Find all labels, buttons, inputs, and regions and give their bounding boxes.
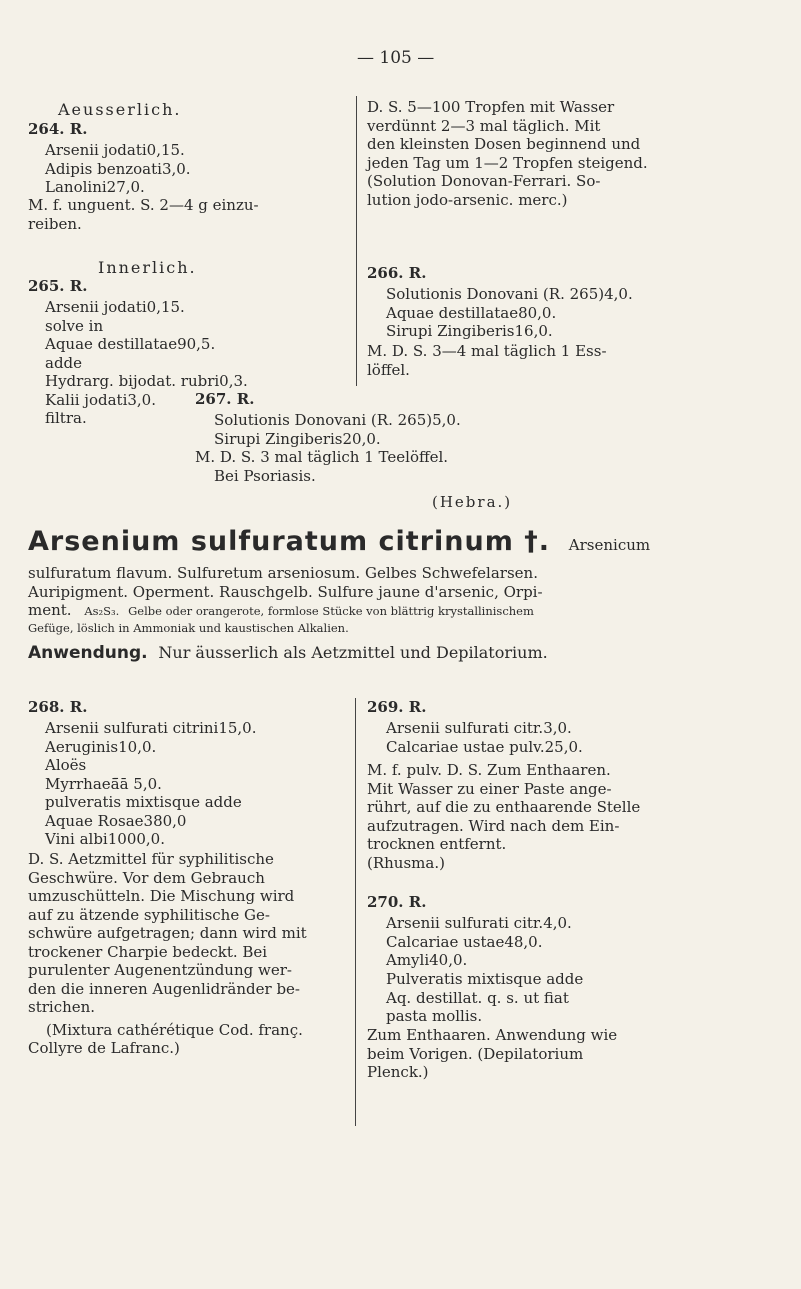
anwendung-label: Anwendung. bbox=[28, 643, 148, 663]
text-line: M. D. S. 3—4 mal täglich 1 Ess- bbox=[367, 342, 607, 360]
instruction-270-b bbox=[367, 1026, 617, 1082]
anwendung-text: Nur äusserlich als Aetzmittel und Depilatorium. bbox=[158, 643, 548, 662]
formula: As₂S₃. bbox=[84, 604, 120, 618]
ingredient-amount: 5,0. bbox=[432, 411, 461, 429]
instruction-269 bbox=[367, 761, 640, 872]
ingredient-amount: 15,0. bbox=[218, 719, 257, 737]
ingredient-row bbox=[45, 317, 347, 336]
ingredient-amount: 3,0. bbox=[127, 390, 156, 409]
ingredient-amount: 4,0. bbox=[604, 285, 633, 303]
ingredients-266 bbox=[386, 285, 756, 341]
ingredient-row bbox=[386, 933, 764, 952]
instruction-267 bbox=[195, 448, 448, 485]
text-line: pasta mollis. bbox=[386, 1007, 483, 1025]
anwendung-line bbox=[28, 643, 548, 663]
ingredient-name: solve in bbox=[45, 316, 104, 335]
ingredient-name: Aquae destillatae bbox=[386, 303, 519, 322]
ingredient-name: Arsenii sulfurati citrini bbox=[45, 719, 219, 737]
ingredient-row bbox=[386, 914, 764, 933]
text-line: (Rhusma.) bbox=[367, 853, 445, 872]
text-line: Mit Wasser zu einer Paste ange- bbox=[367, 779, 612, 798]
ingredient-row bbox=[45, 372, 347, 391]
synonym-end: ment. bbox=[28, 601, 72, 619]
text-line: M. D. S. 3 mal täglich 1 Teelöffel. bbox=[195, 448, 449, 466]
ingredients-269 bbox=[386, 719, 764, 756]
text-line: Geschwüre. Vor dem Gebrauch bbox=[28, 868, 265, 887]
ingredient-amount: 10,0. bbox=[118, 737, 157, 756]
ingredient-row bbox=[214, 411, 514, 430]
ingredients-267 bbox=[214, 411, 514, 448]
ingredient-amount: 27,0. bbox=[106, 178, 145, 196]
ingredient-row bbox=[45, 178, 345, 197]
ingredient-name: Kalii jodati bbox=[45, 390, 128, 409]
section-heading-internal: Innerlich. bbox=[98, 258, 197, 277]
ingredient-amount: 0,3. bbox=[219, 372, 248, 390]
text-line: lution jodo-arsenic. merc.) bbox=[367, 190, 568, 209]
ingredient-name: Vini albi bbox=[45, 830, 108, 848]
text-line: rührt, auf die zu enthaarende Stelle bbox=[367, 798, 641, 816]
ingredient-name: Aloës bbox=[45, 756, 87, 774]
entry-synonyms bbox=[28, 564, 543, 601]
ingredient-amount: ā̄ā 5,0. bbox=[110, 774, 162, 793]
ingredient-row bbox=[45, 793, 345, 812]
text-line: aufzutragen. Wird nach dem Ein- bbox=[367, 816, 620, 835]
ingredient-row bbox=[45, 354, 347, 373]
ingredient-name: Hydrarg. bijodat. rubri bbox=[45, 372, 220, 390]
ingredient-name: Arsenii sulfurati citr. bbox=[386, 719, 544, 737]
recipe-number-264: 264. R. bbox=[28, 120, 88, 138]
ingredient-row bbox=[45, 738, 345, 757]
text-line: sulfuratum flavum. Sulfuretum arseniosum. Gelbes Schwefelarsen. bbox=[28, 564, 538, 582]
text-line: reiben. bbox=[28, 214, 82, 233]
ingredient-row bbox=[386, 304, 756, 323]
ingredient-name: Arsenii jodati bbox=[45, 141, 147, 159]
instruction-266 bbox=[367, 342, 607, 379]
recipe-number-268: 268. R. bbox=[28, 698, 88, 716]
ingredient-name: adde bbox=[45, 353, 83, 372]
ingredient-amount: 40,0. bbox=[429, 951, 468, 969]
ingredient-name: Arsenii sulfurati citr. bbox=[386, 914, 544, 932]
ingredient-name: Aquae destillatae bbox=[45, 335, 178, 353]
ingredient-amount: 16,0. bbox=[514, 322, 553, 340]
text-line: Aq. destillat. q. s. ut fiat bbox=[386, 988, 569, 1007]
ingredient-amount: 3,0. bbox=[543, 719, 572, 737]
text-line: (Mixtura cathérétique Cod. franç. bbox=[46, 1020, 303, 1039]
ingredient-name: pulveratis mixtisque adde bbox=[45, 793, 242, 811]
text-line: Collyre de Lafranc.) bbox=[28, 1039, 180, 1057]
recipe-number-269: 269. R. bbox=[367, 698, 427, 716]
instruction-264 bbox=[28, 196, 259, 233]
ingredients-270 bbox=[386, 914, 764, 970]
ingredient-row bbox=[386, 285, 756, 304]
section-heading-external: Aeusserlich. bbox=[58, 100, 182, 119]
text-line: schwüre aufgetragen; dann wird mit bbox=[28, 924, 307, 942]
text-line: trockener Charpie bedeckt. Bei bbox=[28, 942, 268, 961]
ingredient-amount: 48,0. bbox=[504, 932, 543, 951]
ingredient-amount: 80,0. bbox=[518, 303, 557, 322]
ingredient-name: Aquae Rosae bbox=[45, 811, 144, 830]
page-number: — 105 — bbox=[357, 48, 435, 68]
text-line: löffel. bbox=[367, 360, 410, 379]
text-line: D. S. Aetzmittel für syphilitische bbox=[28, 850, 274, 868]
ingredients-265 bbox=[45, 298, 347, 428]
ingredient-row bbox=[386, 322, 756, 341]
recipe-number-266: 266. R. bbox=[367, 264, 427, 282]
text-line: D. S. 5—100 Tropfen mit Wasser bbox=[367, 98, 615, 116]
ingredient-row bbox=[45, 141, 345, 160]
text-line: Pulveratis mixtisque adde bbox=[386, 970, 584, 988]
ingredient-name: Adipis benzoati bbox=[45, 159, 162, 178]
text-line: Auripigment. Operment. Rauschgelb. Sulfure jaune d'arsenic, Orpi- bbox=[28, 582, 543, 601]
text-line: auf zu ätzende syphilitische Ge- bbox=[28, 905, 270, 924]
description-line: Gelbe oder orangerote, formlose Stücke von blättrig krystallinischem bbox=[128, 604, 534, 618]
ingredient-row bbox=[45, 756, 345, 775]
ingredient-amount: 4,0. bbox=[543, 914, 572, 932]
ingredient-row bbox=[386, 719, 764, 738]
ingredient-row bbox=[45, 775, 345, 794]
text-line: Plenck.) bbox=[367, 1063, 429, 1081]
text-line: strichen. bbox=[28, 998, 96, 1016]
text-line: verdünnt 2—3 mal täglich. Mit bbox=[367, 116, 601, 135]
ingredient-row bbox=[45, 160, 345, 179]
ingredient-name: Calcariae ustae bbox=[386, 932, 505, 951]
ingredient-name: Aeruginis bbox=[45, 737, 119, 756]
entry-title: Arsenium sulfuratum citrinum †. bbox=[28, 526, 551, 557]
text-line: beim Vorigen. (Depilatorium bbox=[367, 1044, 584, 1063]
text-line: (Solution Donovan-Ferrari. So- bbox=[367, 172, 601, 190]
ingredient-amount: 1000,0. bbox=[107, 830, 165, 848]
ingredient-row bbox=[45, 335, 347, 354]
entry-title-line bbox=[28, 526, 650, 557]
text-line: den die inneren Augenlidränder be- bbox=[28, 979, 300, 998]
ingredient-name: filtra. bbox=[45, 409, 87, 427]
ingredient-name: Calcariae ustae pulv. bbox=[386, 737, 545, 756]
ingredient-row bbox=[386, 951, 764, 970]
text-line: Bei Psoriasis. bbox=[214, 466, 316, 485]
recipe-number-270: 270. R. bbox=[367, 893, 427, 911]
text-line: M. f. unguent. S. 2—4 g einzu- bbox=[28, 196, 259, 214]
ingredient-amount: 20,0. bbox=[342, 429, 381, 448]
ingredient-name: Amyli bbox=[386, 951, 430, 969]
recipe-number-265: 265. R. bbox=[28, 277, 88, 295]
text-line: M. f. pulv. D. S. Zum Enthaaren. bbox=[367, 761, 611, 779]
ingredient-name: Solutionis Donovani (R. 265) bbox=[386, 285, 605, 303]
instruction-270-a bbox=[386, 970, 583, 1026]
recipe-number-267: 267. R. bbox=[195, 390, 255, 408]
ingredient-row bbox=[386, 738, 764, 757]
ingredient-amount: 90,5. bbox=[177, 335, 216, 353]
dosage-265 bbox=[367, 98, 648, 209]
ingredient-name: Myrrhae bbox=[45, 774, 111, 793]
ingredient-amount: 25,0. bbox=[544, 737, 583, 756]
attribution-267: (Hebra.) bbox=[432, 493, 513, 511]
ingredient-name: Sirupi Zingiberis bbox=[214, 429, 343, 448]
text-line: trocknen entfernt. bbox=[367, 835, 507, 853]
ingredient-amount: 0,15. bbox=[146, 298, 185, 316]
entry-title-rest: Arsenicum bbox=[568, 536, 651, 554]
text-line: purulenter Augenentzündung wer- bbox=[28, 961, 292, 979]
ingredient-row bbox=[45, 830, 345, 849]
ingredient-name: Solutionis Donovani (R. 265) bbox=[214, 411, 433, 429]
text-line: jeden Tag um 1—2 Tropfen steigend. bbox=[367, 153, 648, 172]
ingredients-268 bbox=[45, 719, 345, 849]
column-divider bbox=[356, 96, 357, 386]
ingredient-row bbox=[45, 298, 347, 317]
ingredient-row bbox=[214, 430, 514, 449]
ingredient-amount: 0,15. bbox=[146, 141, 185, 159]
ingredient-row bbox=[45, 812, 345, 831]
text-line: Zum Enthaaren. Anwendung wie bbox=[367, 1026, 618, 1044]
instruction-268 bbox=[28, 850, 307, 1058]
ingredient-amount: 3,0. bbox=[161, 159, 191, 178]
ingredient-row bbox=[45, 719, 345, 738]
ingredients-264 bbox=[45, 141, 345, 197]
ingredient-amount: 380,0 bbox=[143, 811, 187, 830]
ingredient-name: Sirupi Zingiberis bbox=[386, 322, 515, 340]
ingredient-name: Arsenii jodati bbox=[45, 298, 147, 316]
text-line: den kleinsten Dosen beginnend und bbox=[367, 135, 641, 153]
column-divider bbox=[355, 698, 356, 1126]
text-line: umzuschütteln. Die Mischung wird bbox=[28, 887, 295, 905]
entry-formula-line bbox=[28, 601, 534, 619]
entry-description: Gefüge, löslich in Ammoniak und kaustischen Alkalien. bbox=[28, 621, 349, 635]
ingredient-name: Lanolini bbox=[45, 178, 107, 196]
